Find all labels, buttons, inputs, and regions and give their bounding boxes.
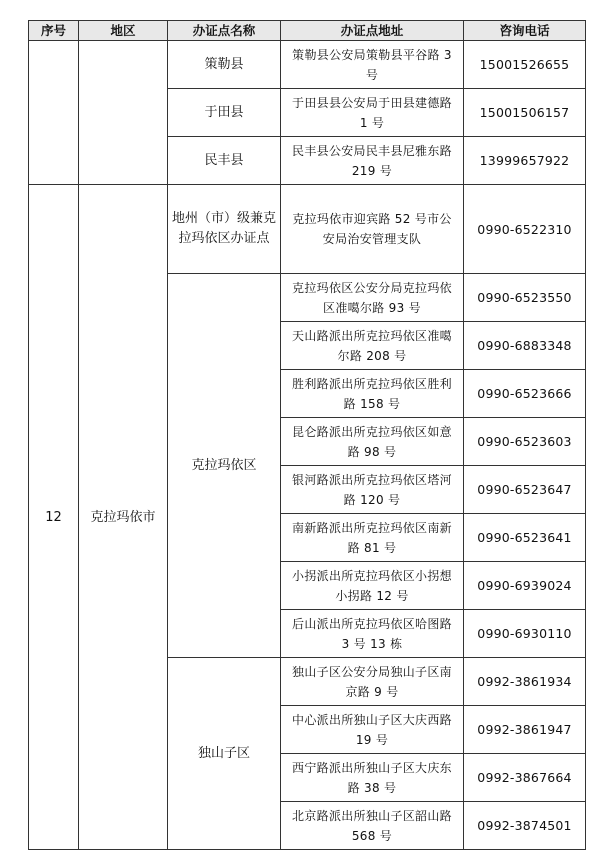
- office-phone: 0990-6523641: [464, 514, 586, 562]
- office-phone: 0992-3874501: [464, 802, 586, 850]
- header-name: 办证点名称: [168, 21, 281, 41]
- office-phone: 0990-6930110: [464, 610, 586, 658]
- office-address: 南新路派出所克拉玛依区南新路 81 号: [281, 514, 464, 562]
- header-seq: 序号: [29, 21, 79, 41]
- office-phone: 0992-3861947: [464, 706, 586, 754]
- office-phone: 0990-6523603: [464, 418, 586, 466]
- office-address: 小拐派出所克拉玛依区小拐想小拐路 12 号: [281, 562, 464, 610]
- district-name: 独山子区: [168, 658, 281, 850]
- region-cell-empty: [79, 41, 168, 185]
- office-name: 策勒县: [168, 41, 281, 89]
- office-address: 后山派出所克拉玛依区哈图路 3 号 13 栋: [281, 610, 464, 658]
- office-phone: 15001506157: [464, 89, 586, 137]
- office-phone: 13999657922: [464, 137, 586, 185]
- region-name: 克拉玛依市: [79, 185, 168, 850]
- office-phone: 15001526655: [464, 41, 586, 89]
- office-address: 独山子区公安分局独山子区南京路 9 号: [281, 658, 464, 706]
- seq-cell-empty: [29, 41, 79, 185]
- district-name: 克拉玛依区: [168, 274, 281, 658]
- office-address: 民丰县公安局民丰县尼雅东路 219 号: [281, 137, 464, 185]
- office-phone: 0990-6939024: [464, 562, 586, 610]
- office-address: 中心派出所独山子区大庆西路 19 号: [281, 706, 464, 754]
- table-row: [29, 41, 586, 89]
- header-region: 地区: [79, 21, 168, 41]
- office-address: 西宁路派出所独山子区大庆东路 38 号: [281, 754, 464, 802]
- office-table: [28, 20, 586, 850]
- document-page: [28, 20, 586, 850]
- header-phone: 咨询电话: [464, 21, 586, 41]
- office-phone: 0992-3861934: [464, 658, 586, 706]
- office-phone: 0990-6523647: [464, 466, 586, 514]
- office-address: 胜利路派出所克拉玛依区胜利路 158 号: [281, 370, 464, 418]
- office-address: 北京路派出所独山子区韶山路 568 号: [281, 802, 464, 850]
- office-name: 民丰县: [168, 137, 281, 185]
- office-phone: 0992-3867664: [464, 754, 586, 802]
- office-address: 银河路派出所克拉玛依区塔河路 120 号: [281, 466, 464, 514]
- table-row: [29, 185, 586, 274]
- office-phone: 0990-6883348: [464, 322, 586, 370]
- office-phone: 0990-6522310: [464, 185, 586, 274]
- office-address: 天山路派出所克拉玛依区准噶尔路 208 号: [281, 322, 464, 370]
- header-address: 办证点地址: [281, 21, 464, 41]
- office-address: 策勒县公安局策勒县平谷路 3 号: [281, 41, 464, 89]
- office-address: 克拉玛依区公安分局克拉玛依区准噶尔路 93 号: [281, 274, 464, 322]
- seq-number: 12: [29, 185, 79, 850]
- table-header-row: [29, 21, 586, 41]
- office-address: 于田县县公安局于田县建德路 1 号: [281, 89, 464, 137]
- office-name: 于田县: [168, 89, 281, 137]
- office-address: 昆仑路派出所克拉玛依区如意路 98 号: [281, 418, 464, 466]
- office-phone: 0990-6523666: [464, 370, 586, 418]
- office-phone: 0990-6523550: [464, 274, 586, 322]
- office-name: 地州（市）级兼克拉玛依区办证点: [168, 185, 281, 274]
- office-address: 克拉玛依市迎宾路 52 号市公安局治安管理支队: [281, 185, 464, 274]
